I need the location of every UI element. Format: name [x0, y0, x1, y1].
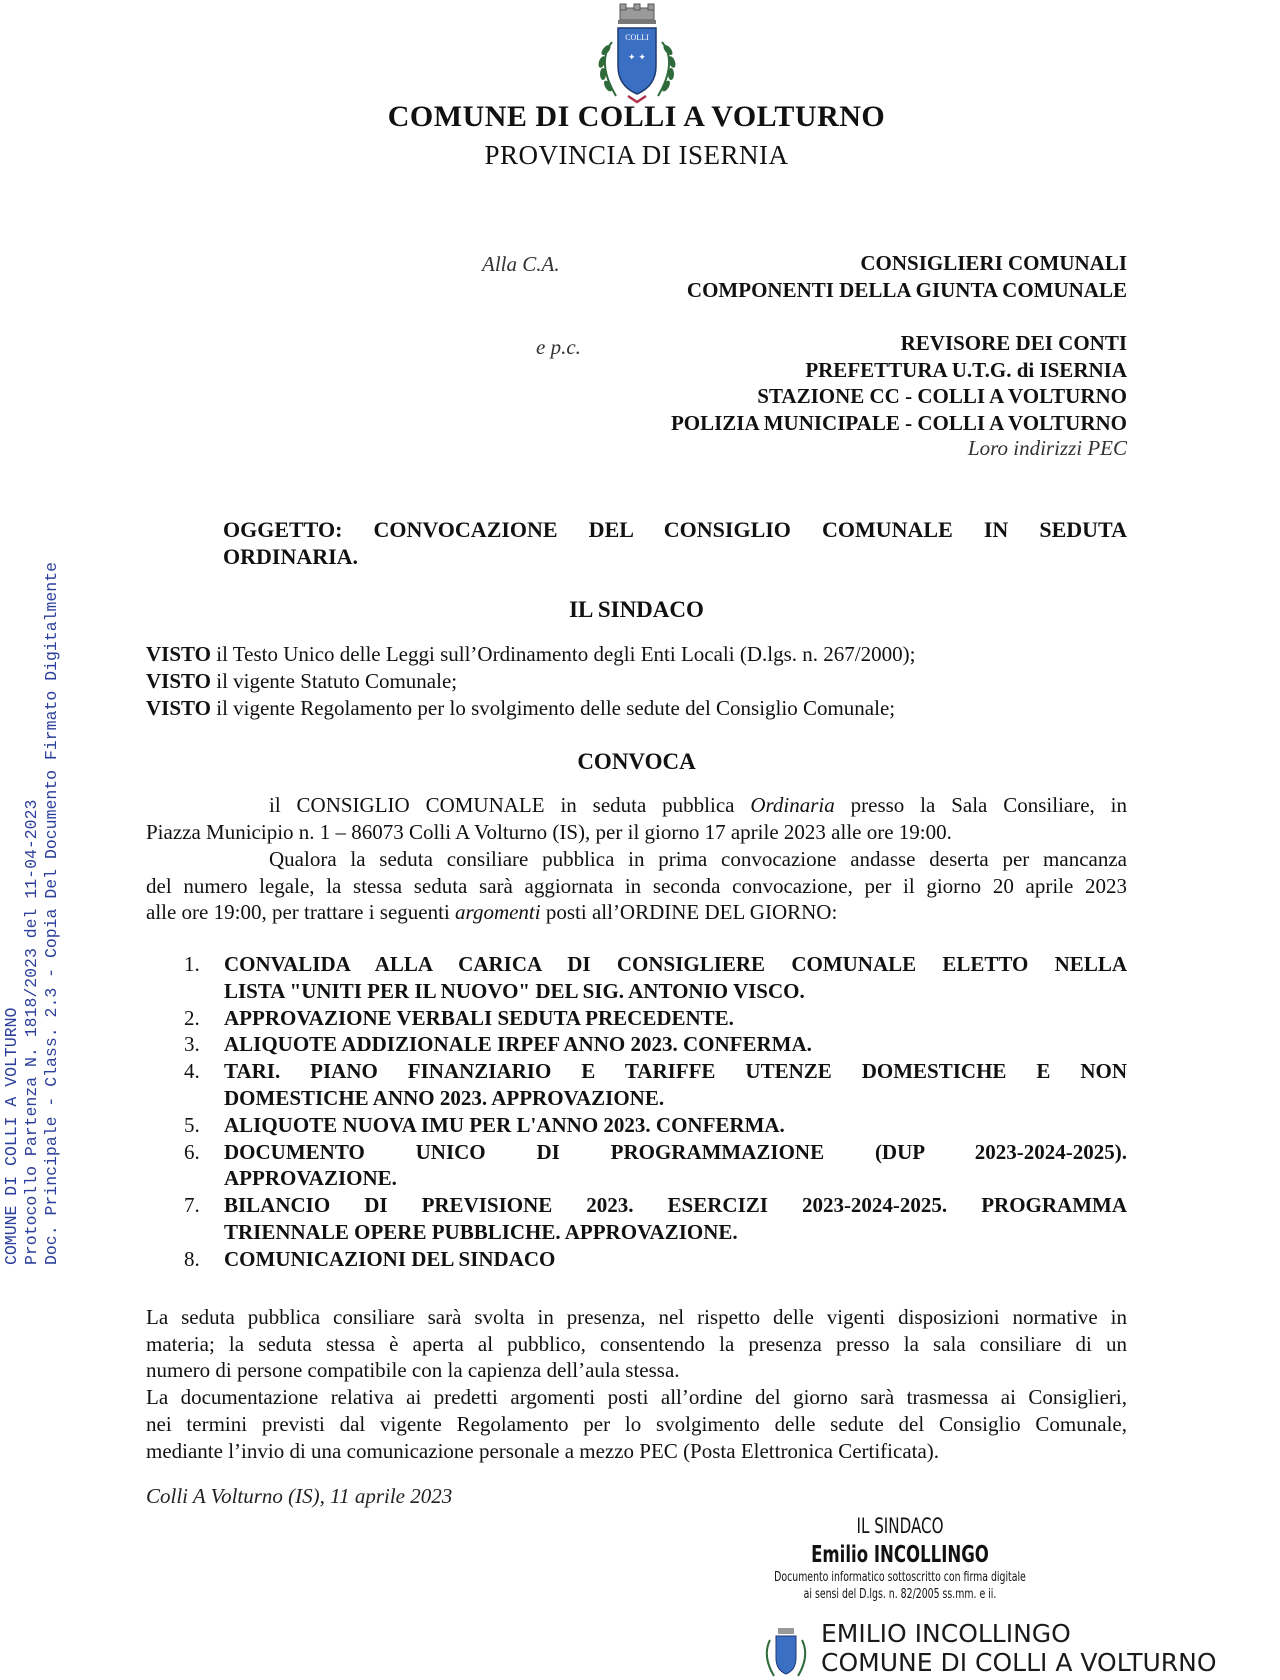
- closing-paragraph: [146, 1304, 1127, 1464]
- paragraph-line: del numero legale, la stessa seduta sarà aggiornata in seconda convocazione, per il giorno 20 aprile 2023: [146, 873, 1127, 898]
- agenda-text: CONVALIDA ALLA CARICA DI CONSIGLIERE COMUNALE ELETTO NELLA: [224, 952, 1127, 976]
- place-date: Colli A Volturno (IS), 11 aprile 2023: [146, 1484, 453, 1508]
- stamp-organization: COMUNE DI COLLI A VOLTURNO: [821, 1648, 1217, 1677]
- paragraph-line: mediante l’invio di una comunicazione personale a mezzo PEC (Posta Elettronica Certificata).: [146, 1438, 940, 1463]
- second-call-paragraph: [146, 846, 1127, 926]
- agenda-text: DOCUMENTO UNICO DI PROGRAMMAZIONE (DUP 2023-2024-2025).: [224, 1139, 1127, 1164]
- agenda-text: LISTA "UNITI PER IL NUOVO" DEL SIG. ANTONIO VISCO.: [224, 978, 805, 1003]
- pec-note: Loro indirizzi PEC: [967, 436, 1127, 460]
- agenda-item: [146, 1031, 1127, 1058]
- agenda-number: 7.: [184, 1193, 200, 1218]
- digital-signature-note: Documento informatico sottoscritto con firma digitale: [774, 1570, 1026, 1585]
- protocol-stamp-line: Doc. Principale - Class. 2.3 - Copia Del Documento Firmato Digitalmente: [42, 561, 61, 1265]
- cc-label: e p.c.: [536, 335, 581, 359]
- recipient-line: COMPONENTI DELLA GIUNTA COMUNALE: [686, 277, 1127, 302]
- svg-text:✦ ✦: ✦ ✦: [628, 53, 646, 63]
- visto-text: il Testo Unico delle Leggi sull’Ordinamento degli Enti Locali (D.lgs. n. 267/2000);: [210, 642, 916, 666]
- agenda-text: APPROVAZIONE VERBALI SEDUTA PRECEDENTE.: [224, 1005, 734, 1030]
- agenda-item: [146, 1058, 1127, 1112]
- agenda-text: BILANCIO DI PREVISIONE 2023. ESERCIZI 2023-2024-2025. PROGRAMMA: [224, 1193, 1127, 1218]
- paragraph-line: alle ore 19:00, per trattare i seguenti argomenti posti all’ORDINE DEL GIORNO:: [146, 900, 838, 925]
- recipient-line: CONSIGLIERI COMUNALI: [860, 251, 1127, 275]
- crown-icon: [618, 4, 656, 24]
- digital-signature-note: ai sensi del D.lgs. n. 82/2005 ss.mm. e ii.: [803, 1587, 997, 1602]
- agenda-item: [146, 1192, 1127, 1246]
- subject-line: ORDINARIA.: [223, 543, 359, 569]
- cc-recipient-line: REVISORE DEI CONTI: [900, 331, 1127, 355]
- paragraph-line: Qualora la seduta consiliare pubblica in prima convocazione andasse deserta per mancanza: [269, 847, 1127, 871]
- convoca-paragraph: [146, 792, 1127, 845]
- visto-keyword: VISTO: [146, 642, 211, 666]
- cc-recipient-line: STAZIONE CC - COLLI A VOLTURNO: [757, 384, 1127, 409]
- subject-line: OGGETTO: CONVOCAZIONE DEL CONSIGLIO COMUNALE IN SEDUTA: [223, 517, 1127, 542]
- agenda-item: [146, 951, 1127, 1005]
- protocol-stamp-line: COMUNE DI COLLI A VOLTURNO: [2, 1007, 21, 1265]
- visto-line: [146, 695, 895, 722]
- agenda-item: [146, 1005, 1127, 1032]
- stamp-crest-icon: [760, 1626, 812, 1680]
- province-subtitle: PROVINCIA DI ISERNIA: [484, 140, 789, 170]
- agenda-number: 1.: [184, 952, 200, 976]
- agenda-item: [146, 1246, 1127, 1273]
- agenda-number: 3.: [184, 1032, 200, 1057]
- to-label: Alla C.A.: [482, 252, 560, 276]
- paragraph-line: il CONSIGLIO COMUNALE in seduta pubblica Ordinaria presso la Sala Consiliare, in: [269, 793, 1127, 817]
- cc-recipient-line: PREFETTURA U.T.G. di ISERNIA: [805, 357, 1127, 382]
- paragraph-line: La seduta pubblica consiliare sarà svolta in presenza, nel rispetto delle vigenti disposizioni normative in: [146, 1305, 1127, 1329]
- sindaco-heading: IL SINDACO: [569, 597, 704, 622]
- visto-line: [146, 668, 457, 695]
- municipality-title: COMUNE DI COLLI A VOLTURNO: [387, 100, 886, 133]
- agenda-list: [146, 951, 1127, 1273]
- paragraph-line: numero di persone compatibile con la capienza dell’aula stessa.: [146, 1358, 680, 1383]
- crest-label: COLLI: [625, 33, 649, 42]
- cc-recipient-line: POLIZIA MUNICIPALE - COLLI A VOLTURNO: [670, 411, 1127, 436]
- agenda-number: 6.: [184, 1139, 200, 1164]
- agenda-text: ALIQUOTE ADDIZIONALE IRPEF ANNO 2023. CONFERMA.: [224, 1032, 812, 1057]
- agenda-number: 2.: [184, 1005, 200, 1030]
- visto-keyword: VISTO: [146, 696, 211, 720]
- convoca-heading: CONVOCA: [577, 749, 696, 774]
- signature-title: IL SINDACO: [856, 1514, 944, 1538]
- agenda-item: [146, 1112, 1127, 1139]
- agenda-text: TRIENNALE OPERE PUBBLICHE. APPROVAZIONE.: [224, 1219, 738, 1244]
- visto-line: [146, 641, 915, 668]
- protocol-side-stamp: [2, 425, 62, 1265]
- visto-text: il vigente Regolamento per lo svolgimento delle sedute del Consiglio Comunale;: [210, 696, 896, 720]
- paragraph-line: Piazza Municipio n. 1 – 86073 Colli A Volturno (IS), per il giorno 17 aprile 2023 alle ore 19:00.: [146, 819, 952, 844]
- agenda-number: 4.: [184, 1059, 200, 1084]
- recipients-block: [427, 250, 1127, 303]
- paragraph-line: materia; la seduta stessa è aperta al pubblico, consentendo la presenza presso la sala consiliare di un: [146, 1331, 1127, 1356]
- signature-name: Emilio INCOLLINGO: [811, 1542, 989, 1568]
- municipal-crest: [582, 2, 692, 110]
- visto-text: il vigente Statuto Comunale;: [210, 669, 458, 693]
- visto-keyword: VISTO: [146, 669, 211, 693]
- agenda-text: DOMESTICHE ANNO 2023. APPROVAZIONE.: [224, 1085, 665, 1110]
- protocol-stamp-line: Protocollo Partenza N. 1818/2023 del 11-04-2023: [22, 799, 41, 1265]
- paragraph-line: nei termini previsti dal vigente Regolamento per lo svolgimento delle sedute del Consiglio Comunale,: [146, 1411, 1127, 1436]
- cc-recipients-block: [427, 330, 1127, 437]
- paragraph-line: La documentazione relativa ai predetti argomenti posti all’ordine del giorno sarà trasmessa ai Consiglieri,: [146, 1385, 1127, 1410]
- stamp-signer-name: EMILIO INCOLLINGO: [821, 1619, 1071, 1648]
- agenda-number: 5.: [184, 1112, 200, 1137]
- agenda-text: APPROVAZIONE.: [224, 1166, 397, 1191]
- agenda-text: ALIQUOTE NUOVA IMU PER L'ANNO 2023. CONFERMA.: [224, 1112, 785, 1137]
- agenda-text: TARI. PIANO FINANZIARIO E TARIFFE UTENZE DOMESTICHE E NON: [224, 1059, 1127, 1084]
- subject-block: [223, 517, 1127, 570]
- agenda-number: 8.: [184, 1246, 200, 1271]
- agenda-item: [146, 1139, 1127, 1193]
- agenda-text: COMUNICAZIONI DEL SINDACO: [224, 1246, 556, 1271]
